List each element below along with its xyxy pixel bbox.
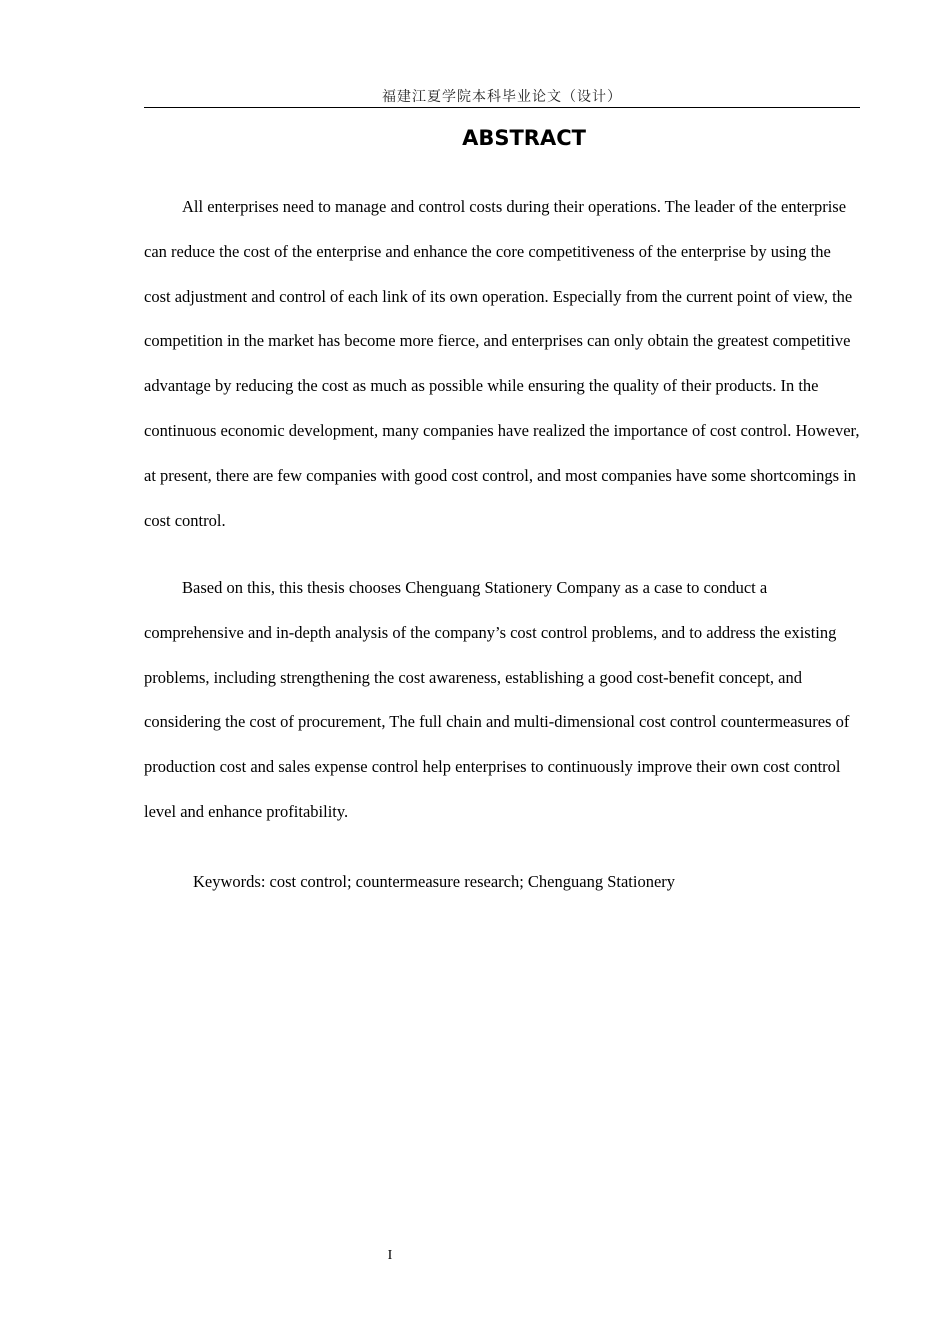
keywords-line: Keywords: cost control; countermeasure research; Chenguang Stationery	[193, 872, 676, 891]
abstract-paragraph-2	[144, 566, 860, 835]
page-number: I	[387, 1248, 393, 1263]
paragraph-text: All enterprises need to manage and control costs during their operations. The leader of the enterprise can reduce the cost of the enterprise and enhance the core competitiveness of the enterprise by using the cost adjustment and control of each link of its own operation. Especially from the current point of view, the competition in the market has become more fierce, and enterprises can only obtain the greatest competitive advantage by reducing the cost as much as possible while ensuring the quality of their products. In the continuous economic development, many companies have realized the importance of cost control. However, at present, there are few companies with good cost control, and most companies have some shortcomings in cost control.	[144, 197, 860, 530]
paragraph-text: Based on this, this thesis chooses Chenguang Stationery Company as a case to conduct a comprehensive and in-depth analysis of the company’s cost control problems, and to address the existing problems, including strengthening the cost awareness, establishing a good cost-benefit concept, and considering the cost of procurement, The full chain and multi-dimensional cost control countermeasures of production cost and sales expense control help enterprises to continuously improve their own cost control level and enhance profitability.	[144, 578, 850, 821]
abstract-title: ABSTRACT	[462, 126, 586, 150]
running-header: 福建江夏学院本科毕业论文（设计）	[144, 87, 860, 108]
abstract-paragraph-1	[144, 185, 860, 543]
